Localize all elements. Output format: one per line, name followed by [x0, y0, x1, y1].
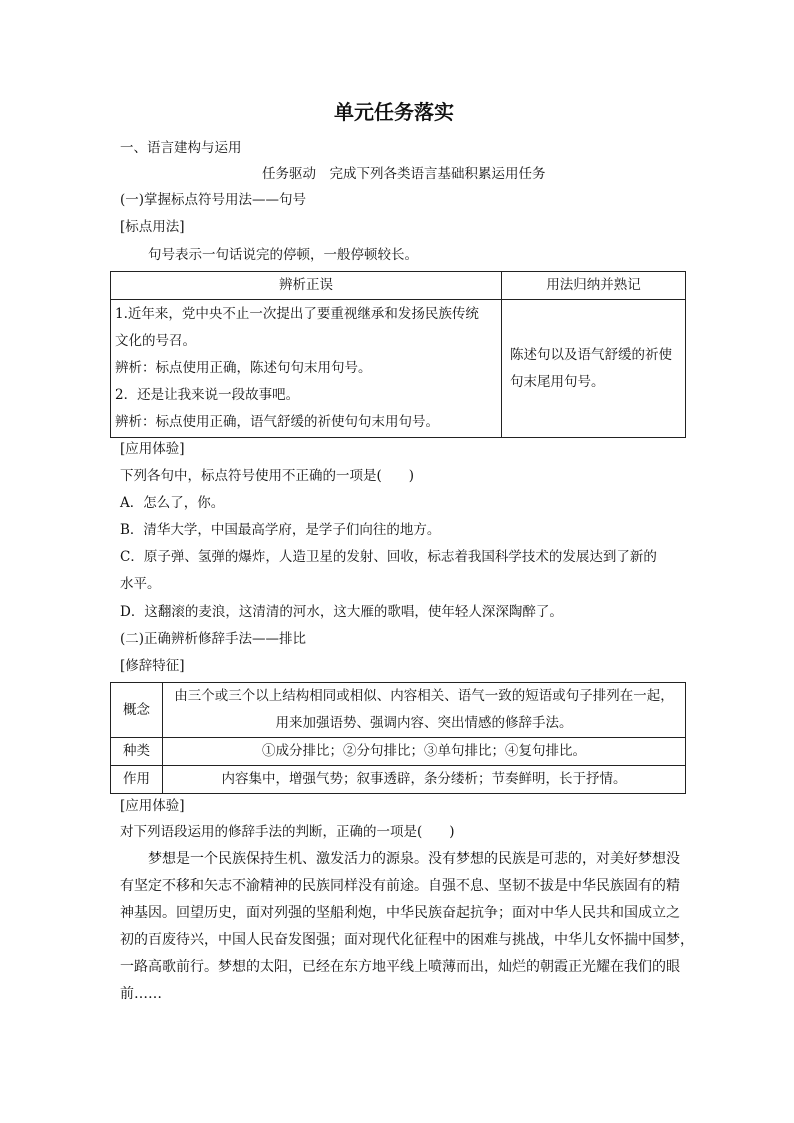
table-header-left: 辨析正误: [111, 272, 502, 300]
section-heading: 一、语言建构与运用: [120, 140, 242, 156]
punctuation-table: [110, 271, 686, 438]
row-label-concept: 概念: [111, 683, 163, 738]
table-header-right: 用法归纳并熟记: [502, 272, 686, 300]
rhetoric-table: [110, 682, 686, 794]
row-content-types: ①成分排比；②分句排比；③单句排比；④复句排比。: [163, 738, 686, 766]
example-line: 文化的号召。: [115, 333, 196, 349]
example-line: 辨析：标点使用正确，语气舒缓的祈使句句末用句号。: [115, 414, 439, 430]
passage-line: 初的百废待兴，中国人民奋发图强；面对现代化征程中的困难与挑战，中华儿女怀揣中国梦，: [120, 932, 694, 948]
passage-line: 前……: [120, 986, 162, 1002]
question-2: 对下列语段运用的修辞手法的判断，正确的一项是( ): [120, 824, 455, 840]
intro-text: 句号表示一句话说完的停顿，一般停顿较长。: [148, 247, 418, 263]
concept-line: 由三个或三个以上结构相同或相似、内容相关、语气一致的短语或句子排列在一起，: [174, 688, 674, 704]
question-1: 下列各句中，标点符号使用不正确的一项是( ): [120, 468, 415, 484]
summary-line: 句末尾用句号。: [510, 373, 605, 390]
option-a: A．怎么了，你。: [120, 495, 225, 511]
row-label-function: 作用: [111, 766, 163, 794]
passage-line: 梦想是一个民族保持生机、激发活力的源泉。没有梦想的民族是可悲的，对美好梦想没: [148, 851, 680, 867]
summary-line: 陈述句以及语气舒缓的祈使: [510, 346, 672, 363]
bracket-label-practice-2: [应用体验]: [120, 798, 185, 814]
table-cell-examples: [111, 300, 502, 438]
row-content-concept: [163, 683, 686, 738]
option-c-continued: 水平。: [120, 576, 161, 592]
row-label-types: 种类: [111, 738, 163, 766]
passage-line: 有坚定不移和矢志不渝精神的民族同样没有前途。自强不息、坚韧不拔是中华民族固有的精: [120, 878, 680, 894]
option-c: C．原子弹、氢弹的爆炸，人造卫星的发射、回收，标志着我国科学技术的发展达到了新的: [120, 549, 657, 565]
passage-line: 一路高歌前行。梦想的太阳，已经在东方地平线上喷薄而出，灿烂的朝霞正光耀在我们的眼: [120, 959, 680, 975]
subsection-heading-2: (二)正确辨析修辞手法——排比: [120, 631, 307, 647]
table-cell-summary: [502, 300, 686, 438]
option-b: B．清华大学，中国最高学府，是学子们向往的地方。: [120, 522, 441, 538]
passage-line: 神基因。回望历史，面对列强的坚船利炮，中华民族奋起抗争；面对中华人民共和国成立之: [120, 905, 680, 921]
example-line: 2．还是让我来说一段故事吧。: [115, 387, 300, 403]
row-content-function: 内容集中，增强气势；叙事透辟，条分缕析；节奏鲜明，长于抒情。: [163, 766, 686, 794]
concept-line: 用来加强语势、强调内容、突出情感的修辞手法。: [275, 715, 573, 731]
bracket-label-punctuation: [标点用法]: [120, 219, 185, 235]
example-line: 1.近年来，党中央不止一次提出了要重视继承和发扬民族传统: [115, 306, 479, 322]
passage: [120, 846, 694, 1008]
option-d: D．这翻滚的麦浪，这清清的河水，这大雁的歌唱，使年轻人深深陶醉了。: [120, 604, 563, 620]
page-title: 单元任务落实: [334, 100, 454, 124]
bracket-label-rhetoric: [修辞特征]: [120, 658, 185, 674]
example-line: 辨析：标点使用正确，陈述句句末用句号。: [115, 360, 372, 376]
subsection-heading-1: (一)掌握标点符号用法——句号: [120, 192, 307, 208]
task-line: 任务驱动 完成下列各类语言基础积累运用任务: [262, 166, 546, 182]
bracket-label-practice-1: [应用体验]: [120, 441, 185, 457]
